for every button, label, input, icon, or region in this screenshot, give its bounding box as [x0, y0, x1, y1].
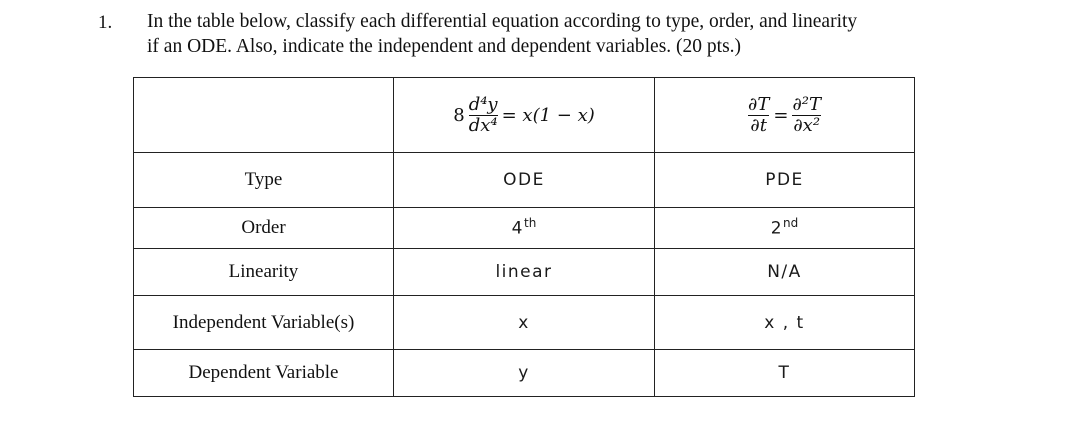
- equation-pde-cell: [655, 78, 915, 153]
- row-label-dependent: Dependent Variable: [134, 350, 394, 397]
- equation-ode: [453, 95, 595, 136]
- answer-ode-independent: x: [518, 312, 530, 333]
- table-row-dependent: [134, 350, 915, 397]
- answer-ode-dependent: y: [518, 363, 530, 383]
- answer-cell: [655, 153, 915, 208]
- equation-pde-lhs-denominator: ∂t: [750, 115, 767, 136]
- answer-pde-order: [771, 216, 799, 239]
- equation-pde-rhs: [792, 95, 821, 136]
- question-line-2: if an ODE. Also, indicate the independent and dependent variables. (20 pts.): [147, 36, 742, 57]
- table-row-linearity: [134, 249, 915, 296]
- row-label-independent: Independent Variable(s): [134, 296, 394, 350]
- equation-pde-lhs: [748, 95, 769, 136]
- answer-cell: [394, 208, 655, 249]
- row-label-linearity: Linearity: [134, 249, 394, 296]
- answer-ode-linearity: linear: [495, 262, 553, 282]
- answer-pde-independent: x , t: [764, 312, 805, 333]
- row-label-order: Order: [134, 208, 394, 249]
- answer-pde-order-suffix: nd: [783, 216, 799, 231]
- equation-pde-equals: =: [773, 105, 789, 126]
- table-row-type: [134, 153, 915, 208]
- equation-pde: [748, 95, 821, 136]
- row-label-type: Type: [134, 153, 394, 208]
- equation-pde-lhs-numerator: ∂T: [748, 94, 770, 115]
- answer-cell: [394, 350, 655, 397]
- answer-ode-type: ODE: [503, 170, 545, 190]
- answer-cell: [394, 153, 655, 208]
- answer-pde-linearity: N/A: [767, 262, 802, 282]
- question-text: [147, 9, 1007, 59]
- equation-ode-cell: [394, 78, 655, 153]
- answer-pde-order-value: 2: [770, 218, 784, 239]
- answer-cell: [655, 249, 915, 296]
- header-empty-cell: [134, 78, 394, 153]
- table-row-independent: [134, 296, 915, 350]
- header-row: [134, 78, 915, 153]
- question-number: 1.: [98, 12, 113, 33]
- question-line-1: In the table below, classify each differential equation according to type, order, and linearity: [147, 11, 858, 32]
- answer-cell: [394, 296, 655, 350]
- equation-ode-coef: 8: [453, 104, 465, 126]
- answer-pde-dependent: T: [778, 363, 791, 383]
- classification-table: [133, 77, 915, 397]
- answer-ode-order-suffix: th: [524, 216, 537, 231]
- answer-ode-order-value: 4: [511, 218, 524, 239]
- answer-cell: [394, 249, 655, 296]
- answer-cell: [655, 350, 915, 397]
- answer-pde-type: PDE: [765, 170, 804, 190]
- equation-pde-rhs-numerator: ∂²T: [792, 94, 821, 115]
- equation-ode-denominator: dx⁴: [468, 114, 498, 136]
- answer-cell: [655, 208, 915, 249]
- equation-ode-rhs: = x(1 − x): [501, 104, 595, 126]
- answer-ode-order: [512, 216, 537, 239]
- table-row-order: [134, 208, 915, 249]
- equation-pde-rhs-denominator: ∂x²: [793, 115, 821, 136]
- equation-ode-numerator: d⁴y: [468, 93, 498, 115]
- answer-cell: [655, 296, 915, 350]
- equation-ode-fraction: [469, 95, 498, 136]
